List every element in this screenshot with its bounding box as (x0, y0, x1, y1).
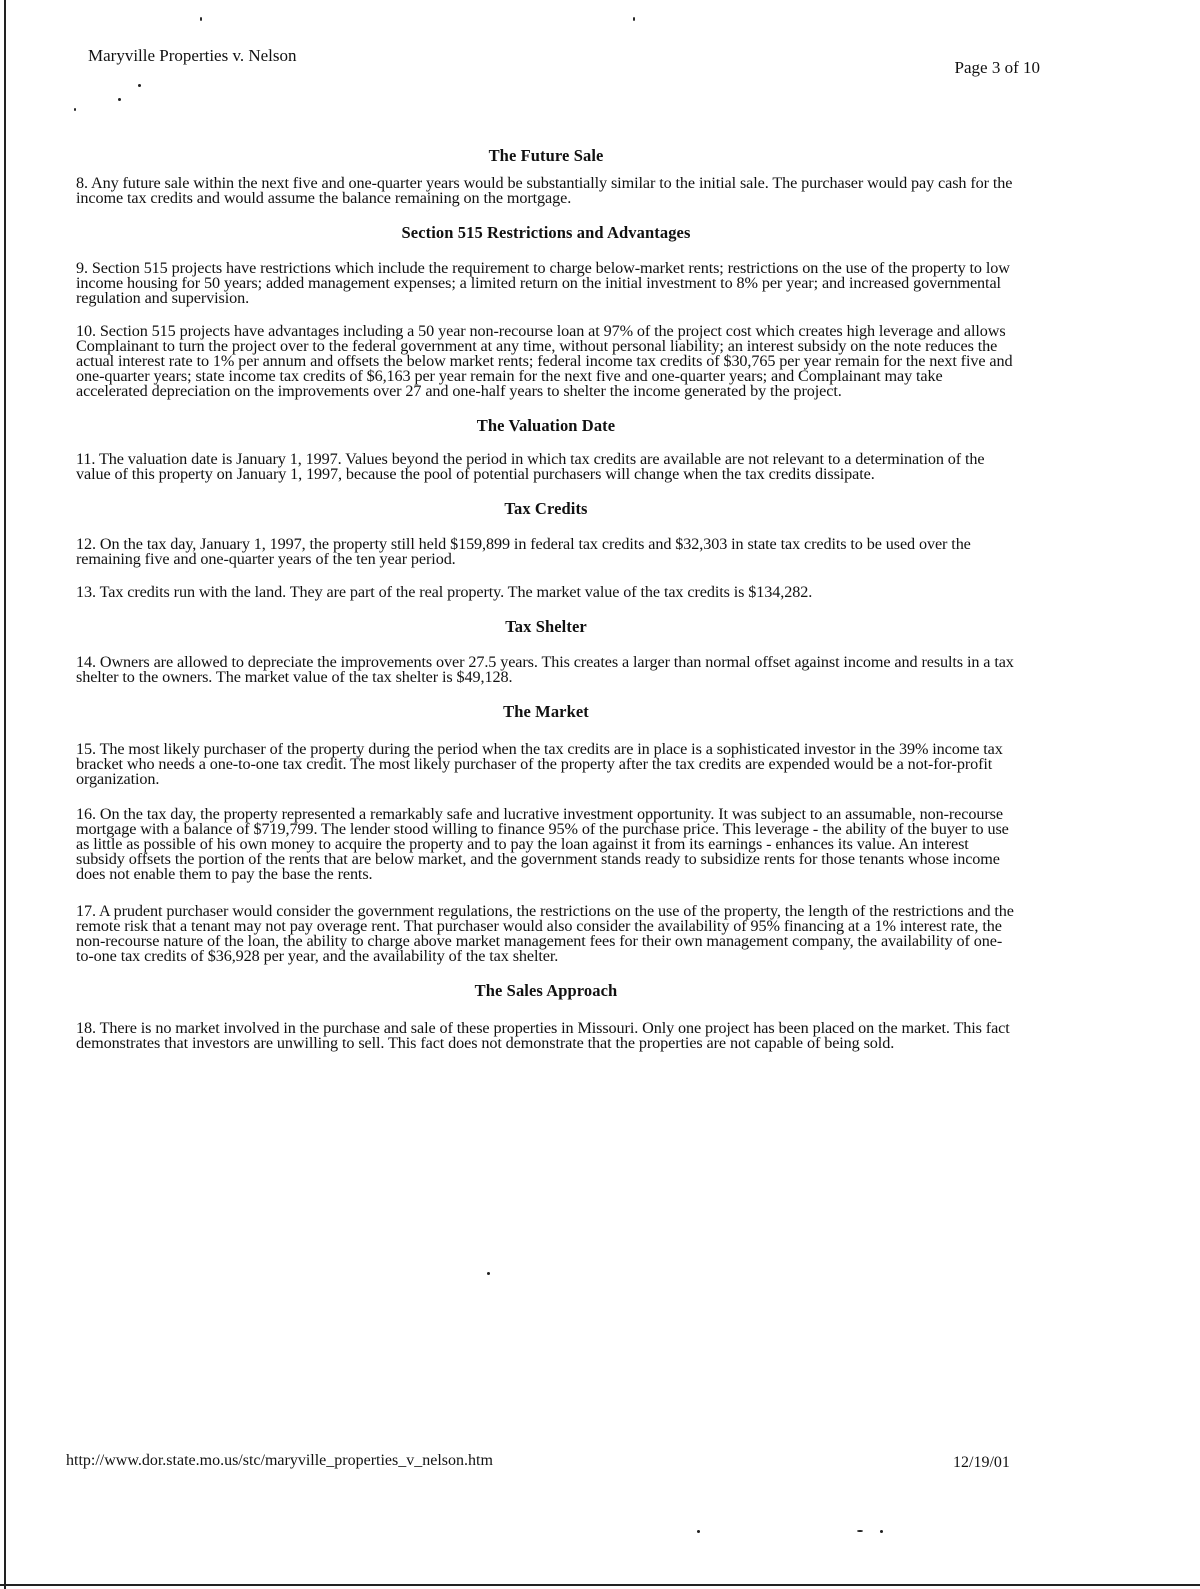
section-515 (76, 223, 1016, 399)
section-sales-approach (76, 981, 1016, 1051)
paragraph-9: 9. Section 515 projects have restrictions which include the requirement to charge below-market rents; restrictions on the use of the property to low income housing for 50 years; added management expenses; a limited return on the initial investment to 8% per year; and increased governmental regulation and supervision. (76, 259, 1010, 307)
source-url: http://www.dor.state.mo.us/stc/maryville_properties_v_nelson.htm (66, 1452, 493, 1469)
scan-speck (697, 1530, 700, 1533)
section-heading: Tax Credits (504, 499, 588, 518)
paragraph-14: 14. Owners are allowed to depreciate the improvements over 27.5 years. This creates a larger than normal offset against income and results in a tax shelter to the owners. The market value of the tax shelter is $49,128. (76, 653, 1014, 686)
section-heading: The Market (503, 702, 589, 721)
section-heading: Section 515 Restrictions and Advantages (401, 223, 691, 242)
section-heading: Tax Shelter (505, 617, 587, 636)
section-heading: The Sales Approach (474, 981, 618, 1000)
scan-speck (857, 1530, 863, 1532)
case-title: Maryville Properties v. Nelson (88, 46, 297, 65)
scan-border-left (4, 0, 6, 1589)
scan-border-bottom (0, 1584, 1200, 1586)
section-heading: The Future Sale (488, 146, 604, 165)
scan-speck (118, 98, 121, 101)
section-future-sale (76, 146, 1016, 206)
section-the-market (76, 702, 1016, 964)
scan-speck (633, 17, 635, 21)
scan-speck (880, 1530, 883, 1533)
section-tax-credits (76, 499, 1016, 600)
document-body (76, 146, 1016, 1068)
print-date: 12/19/01 (953, 1454, 1010, 1471)
scan-speck (138, 84, 141, 87)
paragraph-12: 12. On the tax day, January 1, 1997, the property still held $159,899 in federal tax credits and $32,303 in state tax credits to be used over the remaining five and one-quarter years of the ten year period. (76, 535, 971, 568)
paragraph-13: 13. Tax credits run with the land. They are part of the real property. The market value of the tax credits is $134,282. (76, 583, 813, 601)
section-heading: The Valuation Date (476, 416, 616, 435)
paragraph-10: 10. Section 515 projects have advantages including a 50 year non-recourse loan at 97% of the project cost which creates high leverage and allows Complainant to turn the project over to the federal government at any time, without personal liability; an interest subsidy on the note reduces the actual interest rate to 1% per annum and offsets the below market rents; federal income tax credits of $30,765 per year remain for the next five and one-quarter years; state income tax credits of $6,163 per year remain for the next five and one-quarter years; and Complainant may take accelerated depreciation on the improvements over 27 and one-half years to shelter the income generated by the project. (76, 322, 1013, 400)
paragraph-17: 17. A prudent purchaser would consider the government regulations, the restrictions on the use of the property, the length of the restrictions and the remote risk that a tenant may not pay overage rent. That purchaser would also consider the availability of 95% financing at a 1% interest rate, the non-recourse nature of the loan, the ability to charge above market management fees for their own management company, the availability of one-to-one tax credits of $36,928 per year, and the availability of the tax shelter. (76, 902, 1014, 965)
section-tax-shelter (76, 617, 1016, 685)
paragraph-11: 11. The valuation date is January 1, 1997. Values beyond the period in which tax credits are available are not relevant to a determination of the value of this property on January 1, 1997, because the pool of potential purchasers will change when the tax credits dissipate. (76, 450, 985, 483)
section-valuation-date (76, 416, 1016, 482)
page-indicator: Page 3 of 10 (954, 58, 1040, 77)
scan-speck (74, 108, 76, 111)
paragraph-15: 15. The most likely purchaser of the property during the period when the tax credits are in place is a sophisticated investor in the 39% income tax bracket who needs a one-to-one tax credit. The most likely purchaser of the property after the tax credits are expended would be a not-for-profit organization. (76, 740, 1003, 788)
paragraph-16: 16. On the tax day, the property represented a remarkably safe and lucrative investment opportunity. It was subject to an assumable, non-recourse mortgage with a balance of $719,799. The lender stood willing to finance 95% of the purchase price. This leverage - the ability of the buyer to use as little as possible of his own money to acquire the property and to pay the loan against it from its earnings - enhances its value. An interest subsidy offsets the portion of the rents that are below market, and the government stands ready to subsidize rents for those tenants whose income does not enable them to pay the base the rents. (76, 805, 1009, 883)
paragraph-8: 8. Any future sale within the next five and one-quarter years would be substantially similar to the initial sale. The purchaser would pay cash for the income tax credits and would assume the balance remaining on the mortgage. (76, 174, 1013, 207)
paragraph-18: 18. There is no market involved in the purchase and sale of these properties in Missouri. Only one project has been placed on the market. This fact demonstrates that investors are unwilling to sell. This fact does not demonstrate that the properties are not capable of being sold. (76, 1019, 1010, 1052)
scan-speck (487, 1272, 490, 1275)
scan-speck (200, 17, 202, 21)
